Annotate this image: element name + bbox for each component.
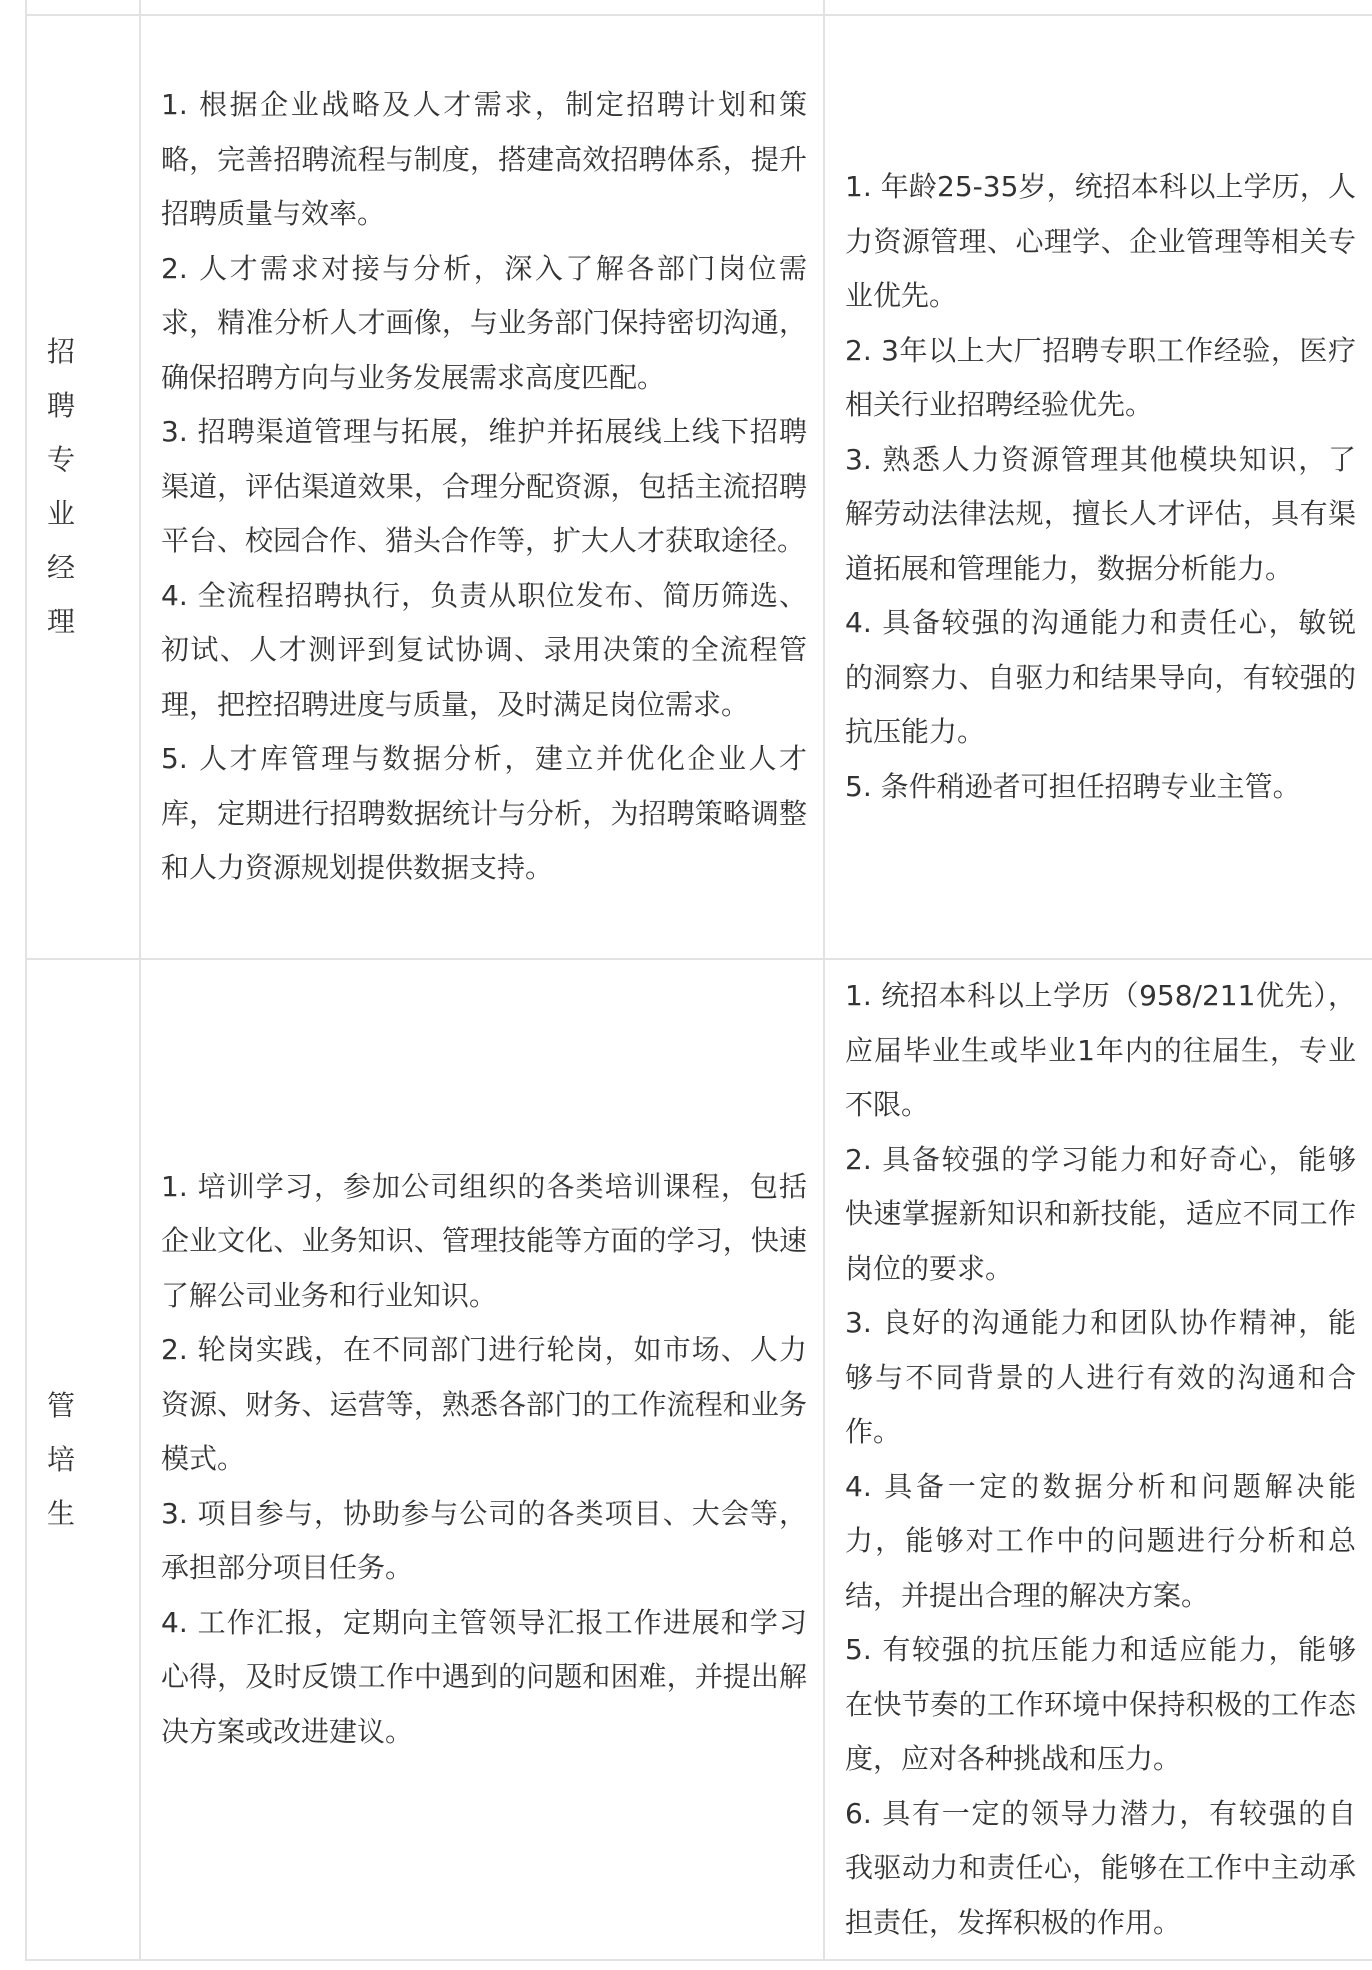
requirement-item: 2. 具备较强的学习能力和好奇心，能够快速掌握新知识和新技能，适应不同工作岗位的要求。 bbox=[845, 1142, 1356, 1285]
duty-item: 2. 轮岗实践，在不同部门进行轮岗，如市场、人力资源、财务、运营等，熟悉各部门的工作流程和业务模式。 bbox=[161, 1333, 807, 1476]
requirement-item: 6. 具有一定的领导力潜力，有较强的自我驱动力和责任心，能够在工作中主动承担责任，发挥积极的作用。 bbox=[845, 1796, 1356, 1939]
duty-item: 2. 人才需求对接与分析，深入了解各部门岗位需求，精准分析人才画像，与业务部门保持密切沟通，确保招聘方向与业务发展需求高度匹配。 bbox=[161, 251, 807, 394]
requirement-item: 3. 良好的沟通能力和团队协作精神，能够与不同背景的人进行有效的沟通和合作。 bbox=[845, 1306, 1356, 1448]
requirement-item: 5. 有较强的抗压能力和适应能力，能够在快节奏的工作环境中保持积极的工作态度，应对各种挑战和压力。 bbox=[845, 1633, 1356, 1775]
role-title: 管培生 bbox=[26, 959, 140, 1960]
requirement-item: 2. 3年以上大厂招聘专职工作经验，医疗相关行业招聘经验优先。 bbox=[845, 333, 1356, 421]
role-title: 招聘专业经理 bbox=[26, 15, 140, 959]
empty-cell bbox=[824, 0, 1372, 15]
duties-cell bbox=[140, 959, 824, 1960]
empty-cell bbox=[26, 0, 140, 15]
duty-item: 1. 培训学习，参加公司组织的各类培训课程，包括企业文化、业务知识、管理技能等方面的学习，快速了解公司业务和行业知识。 bbox=[161, 1169, 807, 1312]
requirements-cell bbox=[824, 15, 1372, 959]
duty-item: 3. 项目参与，协助参与公司的各类项目、大会等，承担部分项目任务。 bbox=[161, 1496, 807, 1585]
duty-item: 4. 工作汇报，定期向主管领导汇报工作进展和学习心得，及时反馈工作中遇到的问题和困难，并提出解决方案或改进建议。 bbox=[161, 1605, 807, 1748]
job-table bbox=[25, 0, 1372, 1961]
duty-item: 3. 招聘渠道管理与拓展，维护并拓展线上线下招聘渠道，评估渠道效果，合理分配资源，包括主流招聘平台、校园合作、猎头合作等，扩大人才获取途径。 bbox=[161, 415, 807, 558]
requirements-cell bbox=[824, 959, 1372, 1960]
requirement-item: 3. 熟悉人力资源管理其他模块知识，了解劳动法律法规，擅长人才评估，具有渠道拓展和管理能力，数据分析能力。 bbox=[845, 442, 1356, 585]
requirement-item: 5. 条件稍逊者可担任招聘专业主管。 bbox=[845, 769, 1301, 803]
duties-cell bbox=[140, 15, 824, 959]
duty-item: 1. 根据企业战略及人才需求，制定招聘计划和策略，完善招聘流程与制度，搭建高效招聘体系，提升招聘质量与效率。 bbox=[161, 88, 807, 231]
requirement-item: 4. 具备较强的沟通能力和责任心，敏锐的洞察力、自驱力和结果导向，有较强的抗压能力。 bbox=[845, 606, 1356, 748]
duty-item: 5. 人才库管理与数据分析，建立并优化企业人才库，定期进行招聘数据统计与分析，为招聘策略调整和人力资源规划提供数据支持。 bbox=[161, 742, 807, 885]
empty-cell bbox=[140, 0, 824, 15]
requirement-item: 1. 统招本科以上学历（958/211优先），应届毕业生或毕业1年内的往届生，专业不限。 bbox=[845, 979, 1356, 1121]
table-row bbox=[26, 959, 1372, 1960]
duty-item: 4. 全流程招聘执行，负责从职位发布、简历筛选、初试、人才测评到复试协调、录用决策的全流程管理，把控招聘进度与质量，及时满足岗位需求。 bbox=[161, 578, 807, 721]
table-row bbox=[26, 15, 1372, 959]
table-row-previous bbox=[26, 0, 1372, 15]
requirement-item: 4. 具备一定的数据分析和问题解决能力，能够对工作中的问题进行分析和总结，并提出合理的解决方案。 bbox=[845, 1469, 1356, 1612]
requirement-item: 1. 年龄25-35岁，统招本科以上学历，人力资源管理、心理学、企业管理等相关专业优先。 bbox=[845, 170, 1356, 312]
